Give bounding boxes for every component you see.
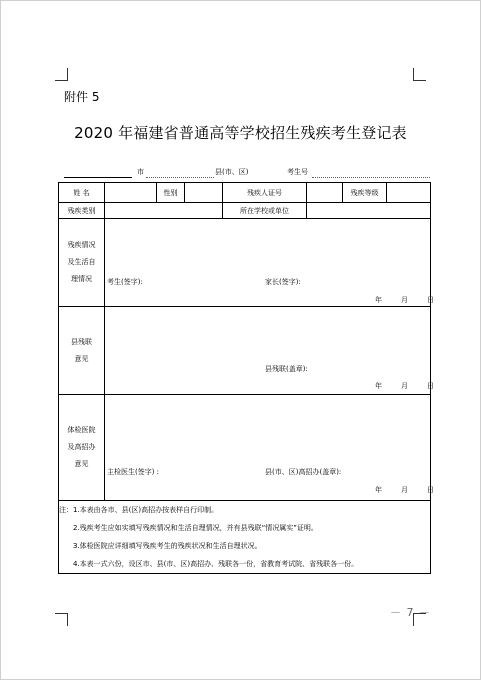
examinee-signature-label: 考生(签字): (107, 278, 143, 286)
date-year: 年 (375, 382, 382, 390)
hospital-office-label (59, 395, 105, 501)
disability-level-label: 残疾等级 (343, 183, 387, 203)
label-line: 县残联 (71, 337, 92, 346)
gender-label: 性别 (157, 183, 185, 203)
name-field[interactable] (105, 183, 157, 203)
label-line: 意见 (74, 460, 89, 468)
label-line: 及生活自 (67, 258, 96, 266)
crop-mark-top-right (413, 68, 426, 81)
table-row-hospital-office (59, 395, 431, 501)
office-seal-label: 县(市、区)高招办(盖章): (265, 468, 342, 476)
date-day: 日 (427, 486, 434, 494)
school-label: 所在学校或单位 (223, 203, 307, 219)
exam-number-blank[interactable] (312, 177, 430, 178)
registration-table (58, 182, 434, 574)
note-line: 3.体检医院应详细填写残疾考生的残疾状况和生活自理状况。 (73, 542, 262, 550)
county-federation-label (59, 307, 105, 395)
hospital-office-field[interactable] (105, 395, 434, 501)
city-label: 市 (137, 168, 144, 176)
form-title: 2020 年福建省普通高等学校招生残疾考生登记表 (74, 124, 407, 142)
label-line: 体检医院 (67, 426, 96, 434)
label-line: 理情况 (71, 275, 92, 283)
date-year: 年 (375, 486, 382, 494)
disability-status-field[interactable] (105, 219, 434, 307)
page-number: － 7 － (390, 606, 431, 619)
disability-id-label: 残疾人证号 (223, 183, 307, 203)
crop-mark-bottom-left (55, 613, 68, 626)
disability-status-label (59, 219, 105, 307)
date-month: 月 (401, 486, 408, 494)
table-row-notes (59, 501, 431, 574)
gender-field[interactable] (185, 183, 223, 203)
registration-line (64, 166, 434, 182)
disability-type-label: 残疾类别 (59, 203, 105, 219)
table-row-basic-info (59, 183, 431, 203)
school-field[interactable] (307, 203, 431, 219)
county-federation-field[interactable] (105, 307, 434, 395)
note-line: 4.本表一式六份，设区市、县(市、区)高招办、残联各一份，省教育考试院、省残联各一份。 (73, 560, 359, 568)
table-row-county-federation (59, 307, 431, 395)
date-day: 日 (427, 296, 434, 304)
disability-type-field[interactable] (105, 203, 223, 219)
city-blank[interactable] (64, 177, 132, 178)
date-month: 月 (401, 382, 408, 390)
county-label: 县(市、区) (215, 168, 249, 176)
notes-block (59, 501, 431, 574)
note-line: 注：1.本表由各市、县(区)高招办按表样自行印制。 (59, 506, 219, 514)
date-year: 年 (375, 296, 382, 304)
date-month: 月 (401, 296, 408, 304)
federation-seal-label: 县残联(盖章): (265, 365, 308, 373)
table-row-type-school (59, 203, 431, 219)
parent-signature-label: 家长(签字): (265, 278, 301, 286)
doctor-signature-label: 主检医生(签字) : (107, 468, 160, 476)
disability-level-field[interactable] (387, 183, 431, 203)
note-line: 2.残疾考生应如实填写残疾情况和生活自理情况，并有县残联“情况属实”证明。 (73, 524, 318, 532)
exam-number-label: 考生号 (287, 168, 308, 176)
attachment-label: 附件 5 (64, 90, 100, 104)
date-day: 日 (427, 382, 434, 390)
label-line: 意见 (74, 354, 89, 363)
name-label: 姓 名 (59, 183, 105, 203)
crop-mark-top-left (55, 68, 68, 81)
table-row-disability-status (59, 219, 431, 307)
label-line: 残疾情况 (67, 241, 96, 249)
disability-id-field[interactable] (307, 183, 343, 203)
label-line: 及高招办 (67, 443, 96, 451)
county-blank[interactable] (146, 177, 214, 178)
